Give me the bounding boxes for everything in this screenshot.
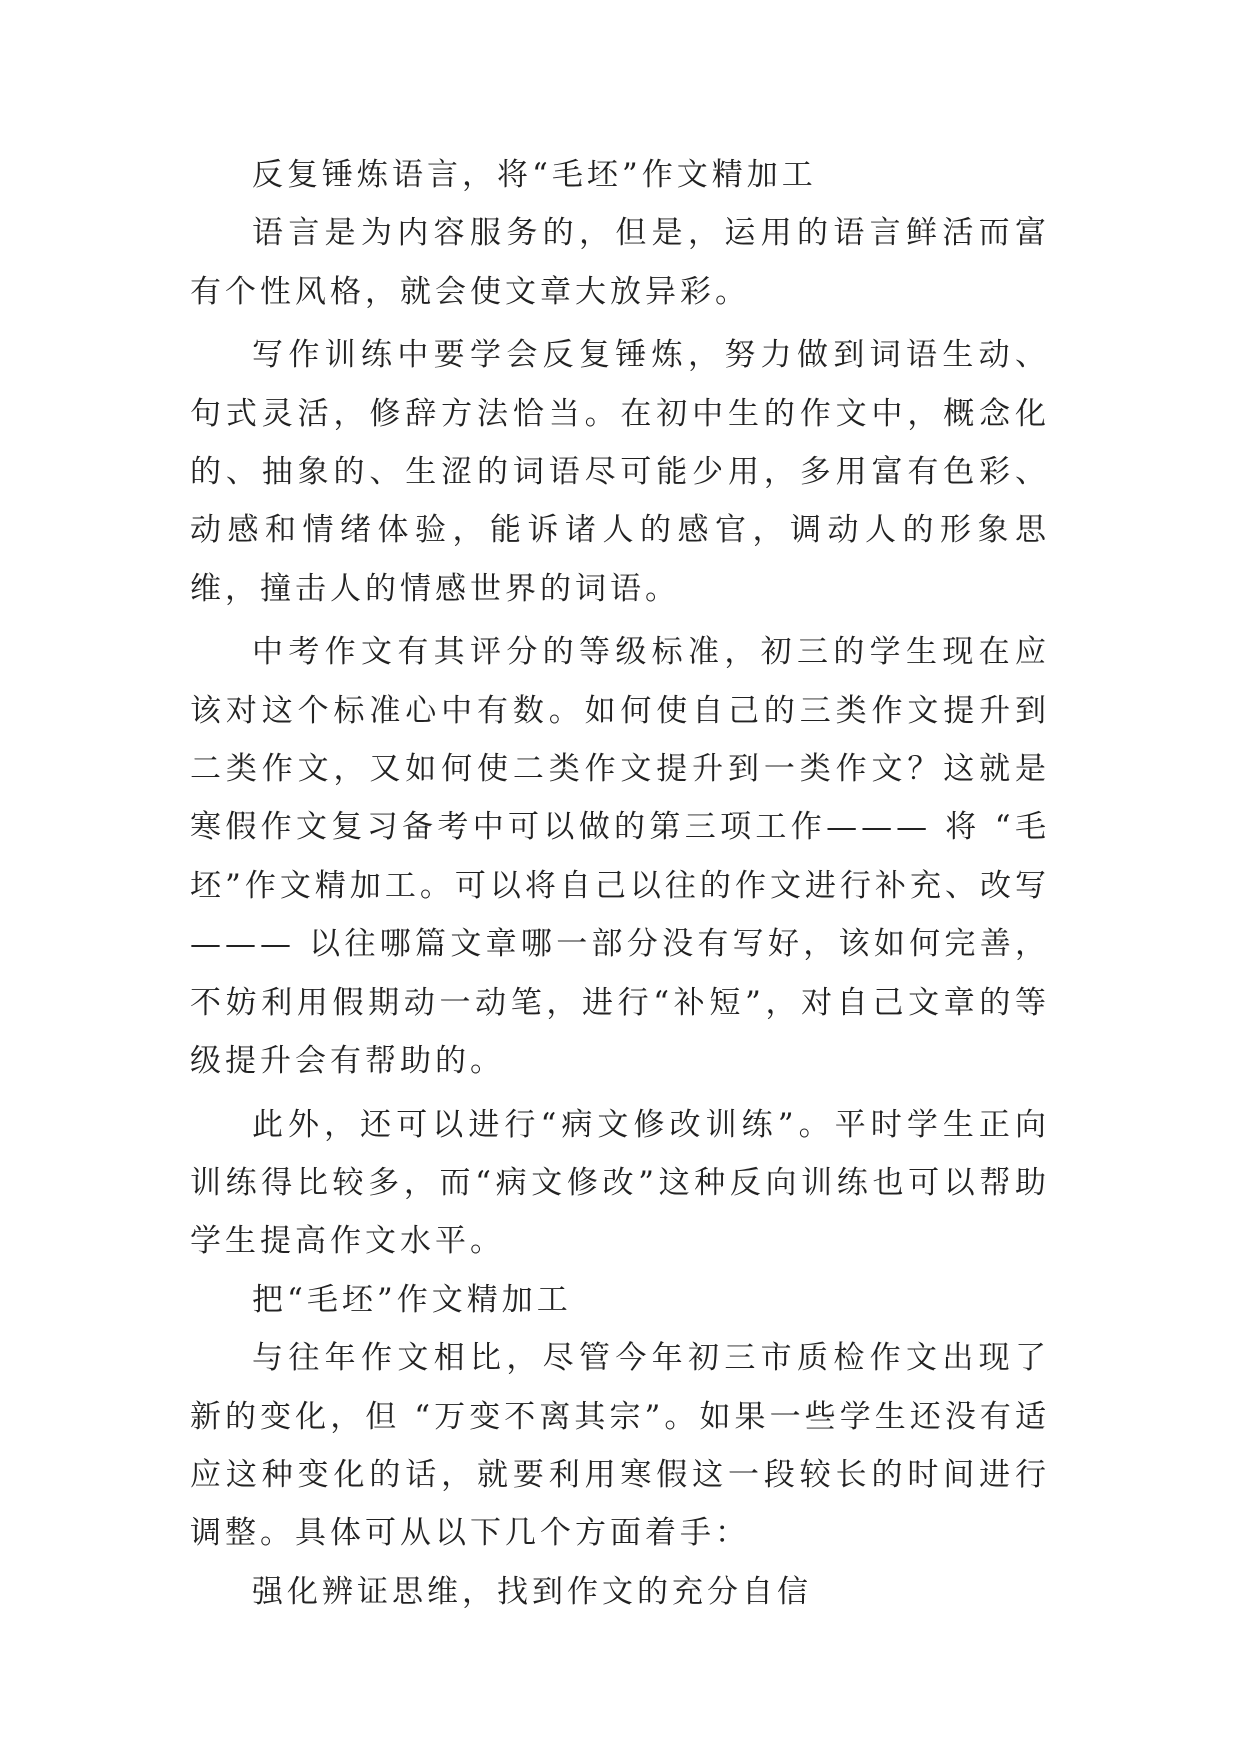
section-heading: 反复锤炼语言，将“毛坯”作文精加工 bbox=[252, 157, 817, 193]
paragraph: 语言是为内容服务的，但是，运用的语言鲜活而富有个性风格，就会使文章大放异彩。 bbox=[190, 215, 1050, 310]
document-body bbox=[190, 146, 1050, 1621]
section-heading: 强化辨证思维，找到作文的充分自信 bbox=[252, 1573, 812, 1610]
paragraph: 中考作文有其评分的等级标准，初三的学生现在应该对这个标准心中有数。如何使自己的三类作文提升到二类作文，又如何使二类作文提升到一类作文？这就是寒假作文复习备考中可以做的第三项工作——— 将 “毛坯”作文精加工。可以将自己以往的作文进行补充、改写——— 以往哪篇文章哪一部分没有写好，该如何完善，不妨利用假期动一动笔，进行“补短”，对自己文章的等级提升会有帮助的。 bbox=[190, 634, 1050, 1080]
section-heading: 把“毛坯”作文精加工 bbox=[252, 1281, 572, 1318]
paragraph: 写作训练中要学会反复锤炼，努力做到词语生动、句式灵活，修辞方法恰当。在初中生的作文中，概念化的、抽象的、生涩的词语尽可能少用，多用富有色彩、动感和情绪体验，能诉诸人的感官，调动人的形象思维，撞击人的情感世界的词语。 bbox=[190, 337, 1050, 607]
paragraph: 与往年作文相比，尽管今年初三市质检作文出现了新的变化，但 “万变不离其宗”。如果一些学生还没有适应这种变化的话，就要利用寒假这一段较长的时间进行调整。具体可从以下几个方面着手： bbox=[190, 1340, 1050, 1552]
paragraph: 此外，还可以进行“病文修改训练”。平时学生正向训练得比较多，而“病文修改”这种反向训练也可以帮助学生提高作文水平。 bbox=[190, 1106, 1050, 1260]
